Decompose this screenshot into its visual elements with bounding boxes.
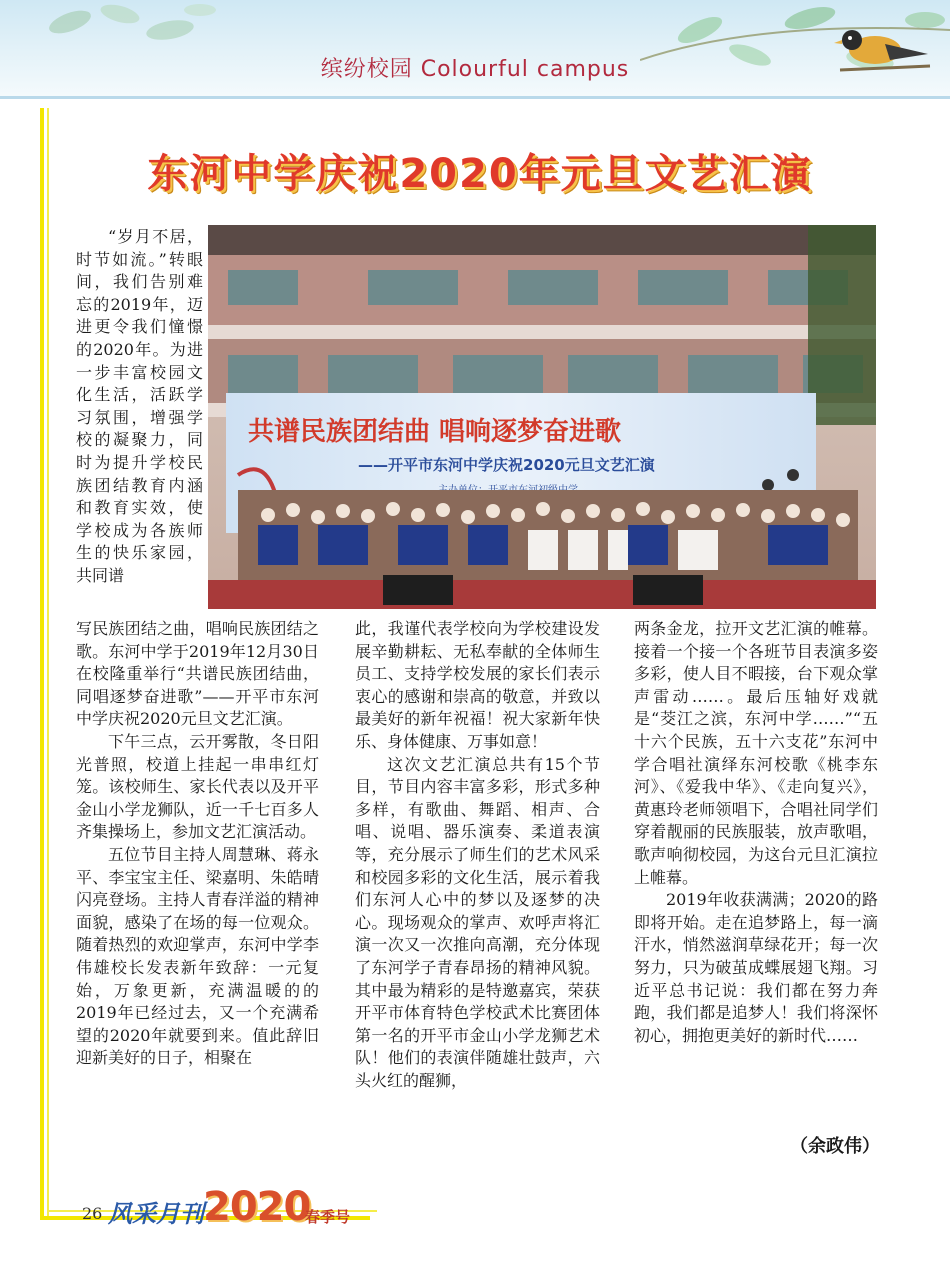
magazine-name: 风采月刊 <box>108 1199 204 1228</box>
header-band <box>0 0 950 99</box>
paragraph: 五位节目主持人周慧琳、蒋永平、李宝宝主任、梁嘉明、朱皓晴闪亮登场。主持人青春洋溢的精神面貌，感染了在场的每一位观众。随着热烈的欢迎掌声，东河中学李伟雄校长发表新年致辞：一元复始，万象更新，充满温暖的的2019年已经过去，又一个充满希望的2020年就要到来。值此辞旧迎新美好的日子，相聚在 <box>76 844 319 1068</box>
article-column-c <box>355 618 600 1092</box>
article-column-d <box>634 618 878 1047</box>
paragraph: 写民族团结之曲，唱响民族团结之歌。东河中学于2019年12月30日在校隆重举行“共谱民族团结曲，同唱逐梦奋进歌”——开平市东河中学庆祝2020元旦文艺汇演。 <box>76 619 319 729</box>
paragraph: 此，我谨代表学校向为学校建设发展辛勤耕耘、无私奉献的全体师生员工、支持学校发展的家长们表示衷心的感谢和崇高的敬意，并致以最美好的新年祝福！祝大家新年快乐、身体健康、万事如意！ <box>355 619 600 751</box>
article-column-a <box>76 226 203 588</box>
bird-icon <box>830 18 940 88</box>
page-number: 26 <box>82 1204 103 1223</box>
frame-line-vertical-inner <box>47 108 49 1218</box>
paragraph: 下午三点，云开雾散，冬日阳光普照，校道上挂起一串串红灯笼。该校师生、家长代表以及开平金山小学龙狮队，近一千七百多人齐集操场上，参加文艺汇演活动。 <box>76 731 319 842</box>
issue-season: 春季号 <box>305 1208 351 1226</box>
event-photo-illustration <box>208 225 876 609</box>
banner-line-2: ——开平市东河中学庆祝2020元旦文艺汇演 <box>358 456 655 474</box>
article-title: 东河中学庆祝2020年元旦文艺汇演 <box>147 151 813 197</box>
paragraph: 两条金龙，拉开文艺汇演的帷幕。接着一个接一个各班节目表演多姿多彩，使人目不暇接，台下观众掌声雷动……。最后压轴好戏就是“茭江之滨，东河中学……”“五十六个民族，五十六支花”东河中学合唱社演绎东河校歌《桃李东河》、《爱我中华》、《走向复兴》，黄惠玲老师领唱下，合唱社同学们穿着靓丽的民族服装，放声歌唱，歌声响彻校园，为这台元旦汇演拉上帷幕。 <box>634 619 878 887</box>
issue-year: 2020 <box>203 1184 311 1230</box>
paragraph: 这次文艺汇演总共有15个节目，节目内容丰富多彩，形式多种多样，有歌曲、舞蹈、相声、合唱、说唱、器乐演奏、柔道表演等，充分展示了师生们的艺术风采和校园多彩的文化生活，展示着我们东河人心中的梦以及逐梦的决心。现场观众的掌声、欢呼声将汇演一次又一次推向高潮，充分体现了东河学子青春昂扬的精神风貌。其中最为精彩的是特邀嘉宾，荣获开平市体育特色学校武术比赛团体第一名的开平市金山小学龙狮艺术队！他们的表演伴随雄壮鼓声，六头火红的醒狮， <box>355 754 600 1090</box>
section-title: 缤纷校园 Colourful campus <box>320 57 630 82</box>
author-byline: （余政伟） <box>790 1136 880 1157</box>
article-column-b <box>76 618 319 1070</box>
banner-line-1: 共谱民族团结曲 唱响逐梦奋进歌 <box>248 417 622 447</box>
frame-line-vertical <box>40 108 44 1218</box>
paragraph: 2019年收获满满；2020的路即将开始。走在追梦路上，每一滴汗水，悄然滋润草绿花开；每一次努力，只为破茧成蝶展翅飞翔。习近平总书记说：我们都在努力奔跑，我们都是追梦人！我们将深怀初心，拥抱更美好的新时代…… <box>634 890 878 1045</box>
event-photo <box>208 225 876 609</box>
paragraph: “岁月不居，时节如流。”转眼间，我们告别难忘的2019年，迈进更令我们憧憬的2020年。为进一步丰富校园文化生活，活跃学习氛围，增强学校的凝聚力，同时为提升学校民族团结教育内涵和教育实效，使学校成为各族师生的快乐家园，共同谱 <box>76 227 203 585</box>
